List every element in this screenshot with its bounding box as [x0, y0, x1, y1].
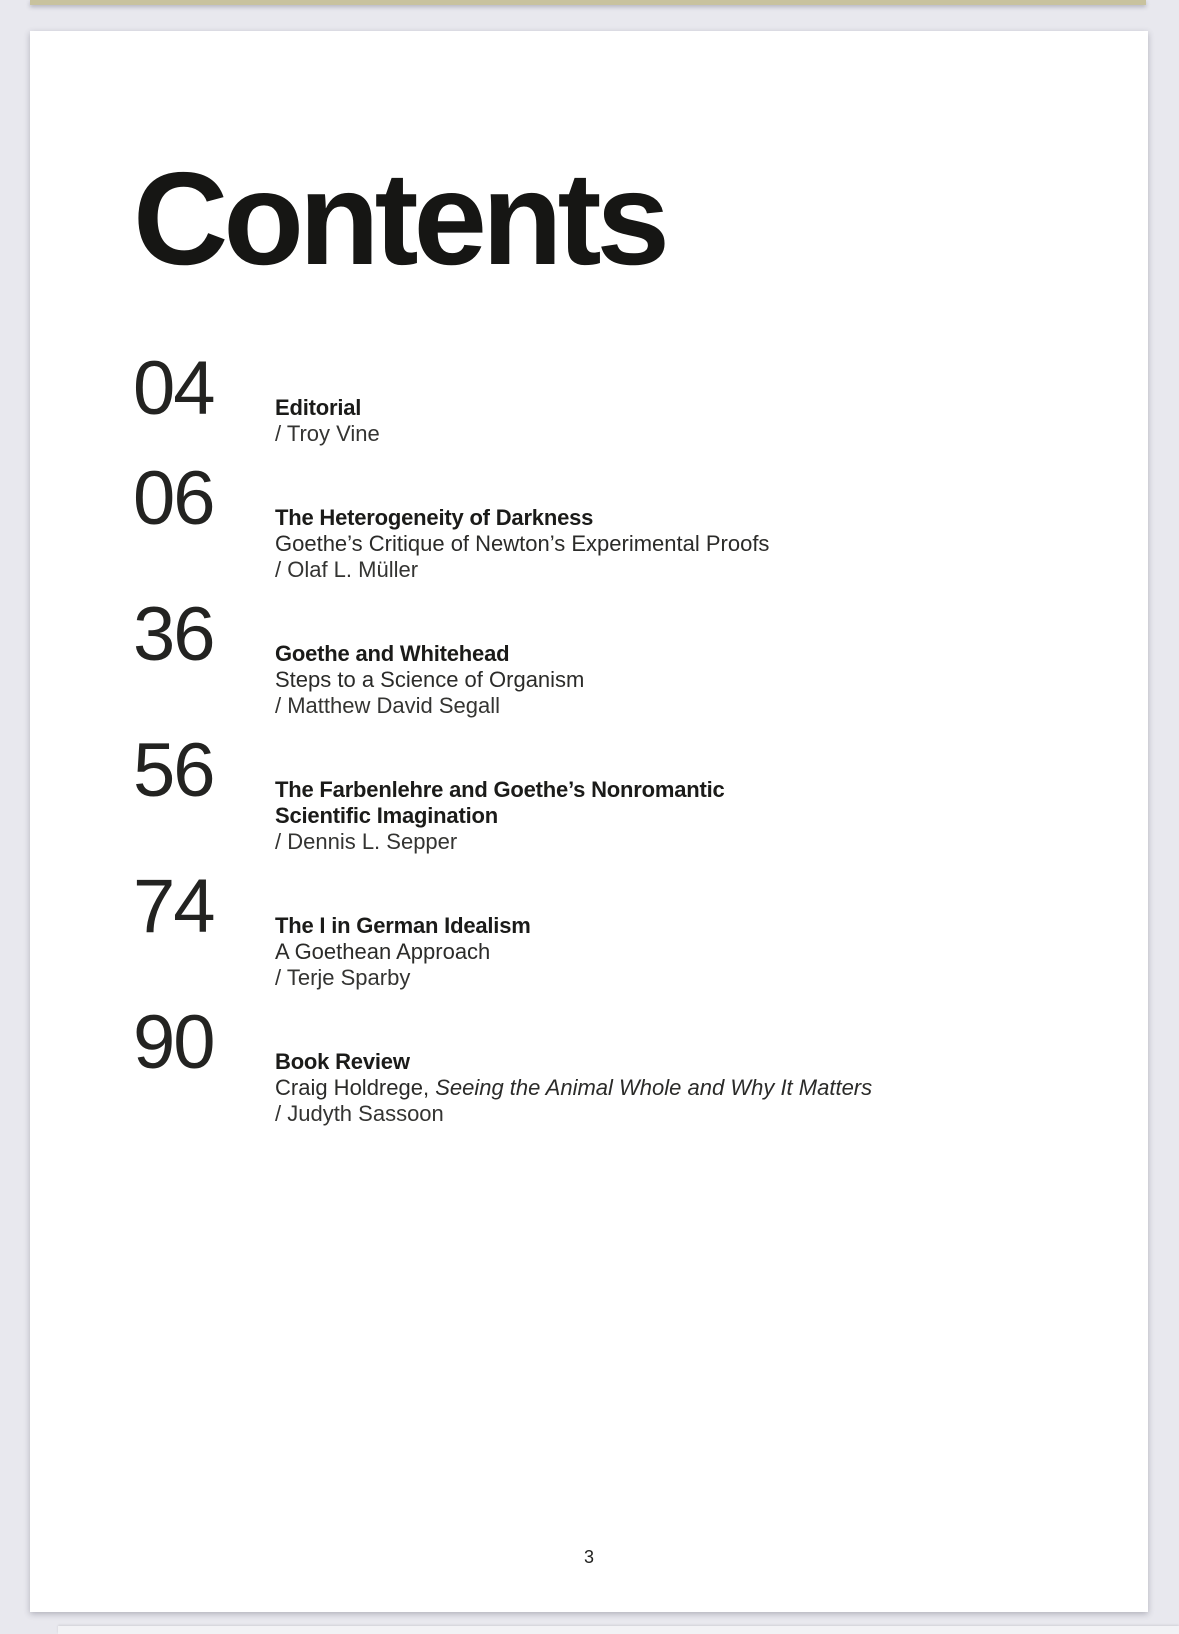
- entry-page-number: 06: [133, 456, 214, 541]
- entry-subtitle-text: Craig Holdrege,: [275, 1075, 436, 1100]
- entry-author: / Troy Vine: [275, 421, 380, 446]
- entry-text: [275, 1007, 872, 1127]
- entry-text: [275, 599, 584, 719]
- previous-page-edge: [30, 0, 1146, 5]
- toc-entry: [133, 864, 1058, 991]
- entry-page-number: 74: [133, 864, 214, 949]
- entry-page-number: 36: [133, 592, 214, 677]
- entry-title: [275, 641, 584, 667]
- entry-title-line2: Scientific Imagination: [275, 803, 498, 828]
- entry-title-line1: Editorial: [275, 395, 362, 420]
- toc-entry: [133, 456, 1058, 583]
- entry-subtitle: [275, 531, 769, 557]
- entry-author: / Olaf L. Müller: [275, 557, 419, 582]
- toc-entry: [133, 592, 1058, 719]
- entry-title: [275, 505, 769, 531]
- entry-title: [275, 1049, 872, 1075]
- entry-page-number: 04: [133, 346, 214, 431]
- toc-entry: [133, 1000, 1058, 1127]
- entry-author: / Terje Sparby: [275, 965, 411, 990]
- page-footer-number: 3: [583, 1547, 594, 1567]
- entry-subtitle-text: Steps to a Science of Organism: [275, 667, 585, 692]
- entry-page-number: 90: [133, 1000, 214, 1085]
- entry-author: / Judyth Sassoon: [275, 1101, 444, 1126]
- entry-author: / Dennis L. Sepper: [275, 829, 458, 854]
- next-page-edge: [58, 1626, 1179, 1634]
- document-page: [30, 31, 1148, 1612]
- entry-author: / Matthew David Segall: [275, 693, 500, 718]
- entry-title-line1: The Farbenlehre and Goethe’s Nonromantic: [275, 777, 725, 802]
- entry-subtitle-text: A Goethean Approach: [275, 939, 491, 964]
- entry-subtitle: [275, 939, 531, 965]
- toc-entry: [133, 346, 1058, 447]
- entry-title: [275, 913, 531, 939]
- entry-subtitle-text: Goethe’s Critique of Newton’s Experimental Proofs: [275, 531, 770, 556]
- contents-list: [133, 346, 1058, 1127]
- entry-text: [275, 463, 769, 583]
- entry-text: [275, 353, 380, 447]
- entry-title-line1: Book Review: [275, 1049, 410, 1074]
- entry-title-line1: The Heterogeneity of Darkness: [275, 505, 594, 530]
- entry-title-line1: The I in German Idealism: [275, 913, 531, 938]
- entry-subtitle: [275, 1075, 872, 1101]
- entry-subtitle: [275, 667, 584, 693]
- entry-text: [275, 735, 725, 855]
- entry-title-line1: Goethe and Whitehead: [275, 641, 510, 666]
- toc-entry: [133, 728, 1058, 855]
- entry-text: [275, 871, 531, 991]
- entry-title: [275, 395, 380, 421]
- entry-title: [275, 777, 725, 829]
- page-title: Contents: [133, 145, 665, 292]
- entry-page-number: 56: [133, 728, 214, 813]
- entry-subtitle-italic: Seeing the Animal Whole and Why It Matters: [435, 1075, 873, 1100]
